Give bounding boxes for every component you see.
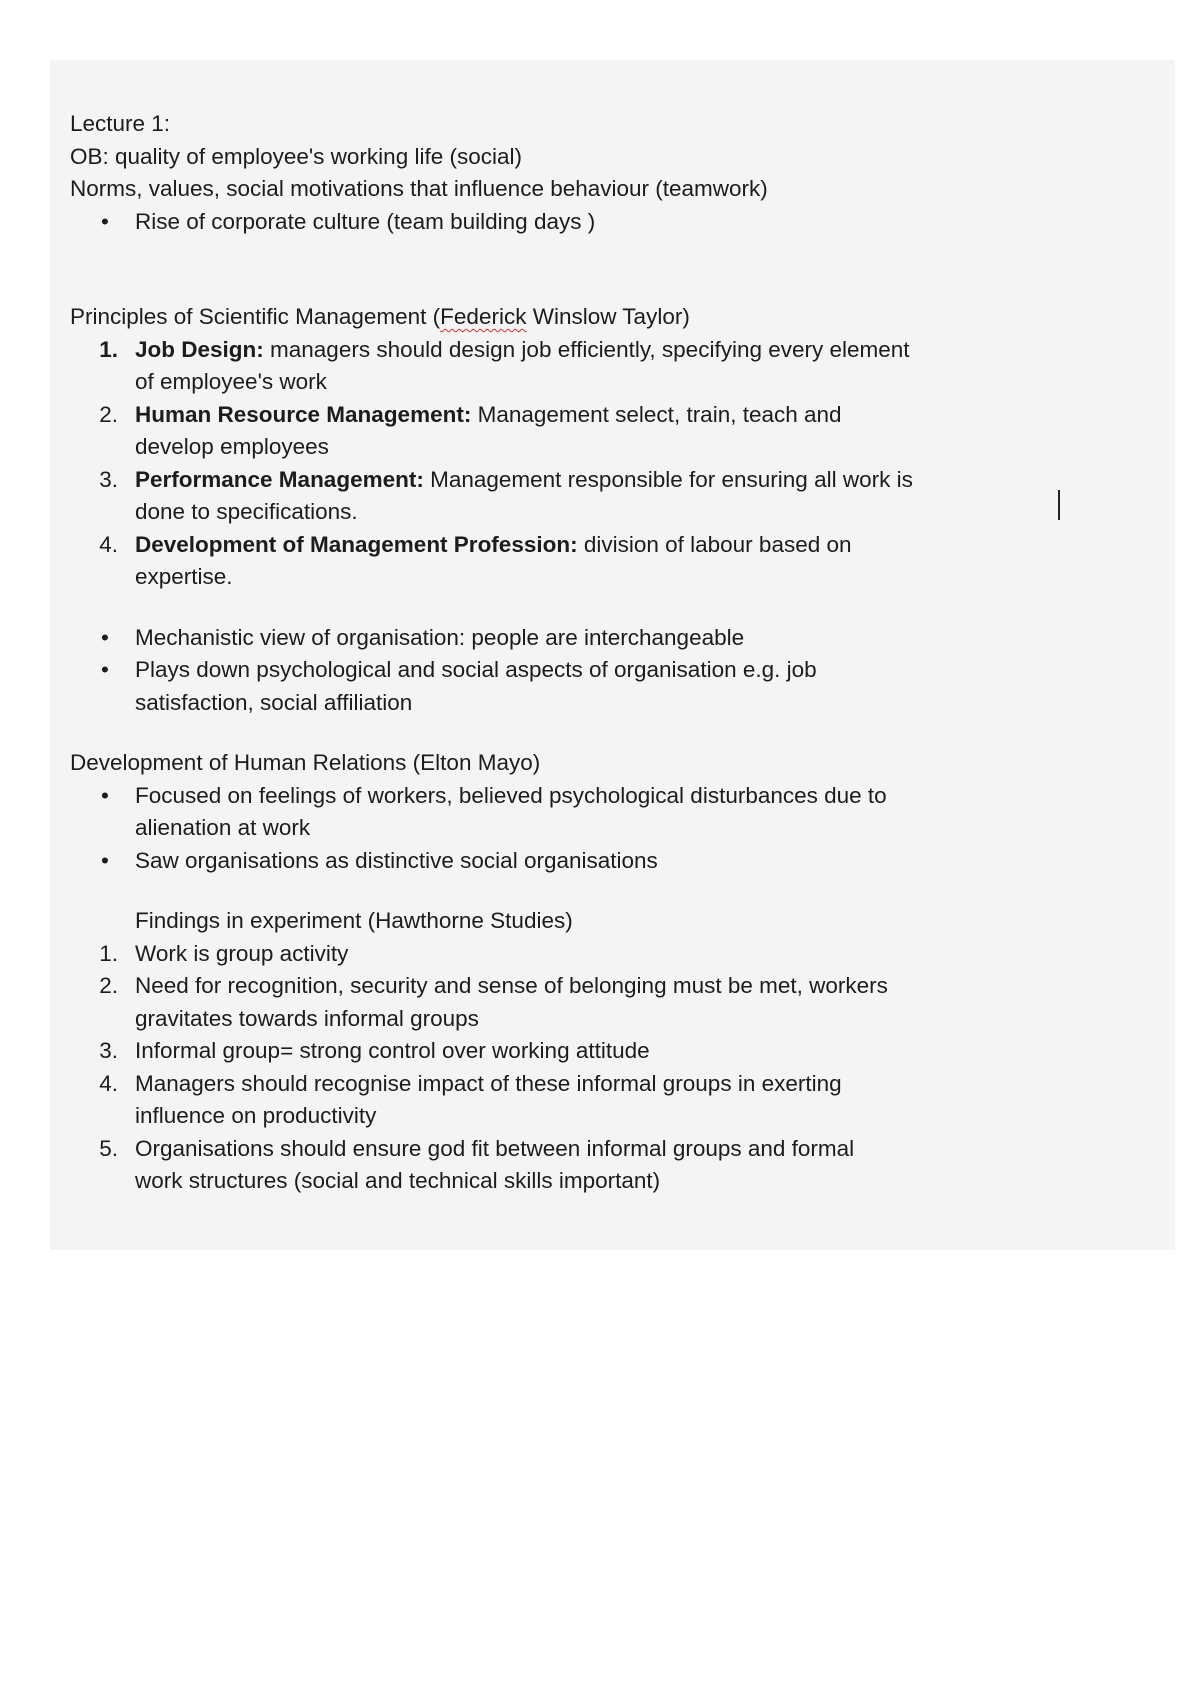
list-number: 1. (99, 940, 118, 966)
finding-text-continued: influence on productivity (135, 1103, 377, 1128)
bullet-text: Focused on feelings of workers, believed psychological disturbances due to (135, 782, 887, 808)
list-item (70, 845, 990, 878)
human-relations-bullet-list (70, 780, 990, 878)
list-item (70, 622, 990, 655)
bullet-marker: • (101, 782, 109, 808)
findings-list (70, 938, 990, 1198)
list-item (70, 1035, 990, 1068)
list-item (70, 1068, 990, 1133)
list-number: 4. (99, 531, 118, 557)
list-number: 3. (99, 1038, 118, 1063)
list-item (70, 1133, 990, 1198)
scientific-criticism-list (70, 622, 990, 720)
list-item (70, 334, 990, 399)
lecture-title: Lecture 1: (70, 111, 171, 136)
scientific-management-heading (70, 301, 990, 334)
bullet-text: Rise of corporate culture (team building days ) (135, 208, 596, 234)
bullet-text-continued: satisfaction, social affiliation (135, 689, 413, 715)
bullet-text: Saw organisations as distinctive social organisations (135, 847, 658, 873)
list-number: 2. (99, 401, 118, 427)
list-item (70, 399, 990, 464)
list-item (70, 780, 990, 845)
finding-text: Managers should recognise impact of these informal groups in exerting (135, 1070, 842, 1096)
principle-term: Job Design: (135, 336, 264, 362)
findings-heading: Findings in experiment (Hawthorne Studies) (135, 908, 573, 933)
document-content (70, 108, 990, 1198)
misspelled-word: Federick (440, 304, 527, 329)
text-cursor (1058, 490, 1060, 520)
principle-text: Management select, train, teach and (471, 401, 842, 427)
bullet-marker: • (101, 847, 109, 873)
lecture-bullet-list (70, 206, 990, 239)
principle-term: Development of Management Profession: (135, 531, 578, 557)
principle-text-continued: done to specifications. (135, 499, 358, 524)
principle-text-continued: develop employees (135, 434, 329, 459)
principle-term: Human Resource Management: (135, 401, 472, 427)
list-number: 1. (99, 336, 118, 362)
heading-prefix: Principles of Scientific Management ( (70, 304, 441, 329)
heading-suffix: Winslow Taylor) (526, 304, 690, 329)
finding-text-continued: gravitates towards informal groups (135, 1005, 479, 1031)
finding-text: Work is group activity (135, 940, 349, 966)
list-item (70, 654, 990, 719)
principle-text-continued: expertise. (135, 564, 233, 589)
principle-text: managers should design job efficiently, specifying every element (263, 336, 910, 362)
list-item (70, 938, 990, 971)
list-number: 4. (99, 1070, 118, 1096)
bullet-text-continued: alienation at work (135, 815, 311, 840)
principle-text: division of labour based on (577, 531, 852, 557)
principle-term: Performance Management: (135, 466, 424, 492)
finding-text-continued: work structures (social and technical skills important) (135, 1168, 661, 1193)
bullet-text: Mechanistic view of organisation: people are interchangeable (135, 624, 745, 650)
bullet-marker: • (101, 208, 109, 234)
bullet-marker: • (101, 657, 109, 682)
scientific-principles-list (70, 334, 990, 594)
list-item (70, 464, 990, 529)
bullet-marker: • (101, 624, 109, 650)
principle-text: Management responsible for ensuring all work is (423, 466, 913, 492)
list-number: 2. (99, 973, 118, 998)
norms-line: Norms, values, social motivations that influence behaviour (teamwork) (70, 176, 768, 201)
list-number: 5. (99, 1135, 118, 1161)
human-relations-heading: Development of Human Relations (Elton Mayo) (70, 750, 541, 775)
finding-text: Need for recognition, security and sense of belonging must be met, workers (135, 973, 888, 998)
bullet-text: Plays down psychological and social aspects of organisation e.g. job (135, 657, 817, 682)
finding-text: Informal group= strong control over working attitude (135, 1038, 650, 1063)
list-item (70, 529, 990, 594)
list-number: 3. (99, 466, 118, 492)
finding-text: Organisations should ensure god fit between informal groups and formal (135, 1135, 855, 1161)
list-item (70, 206, 990, 239)
list-item (70, 970, 990, 1035)
principle-text-continued: of employee's work (135, 369, 327, 394)
ob-definition-line: OB: quality of employee's working life (social) (70, 143, 522, 169)
